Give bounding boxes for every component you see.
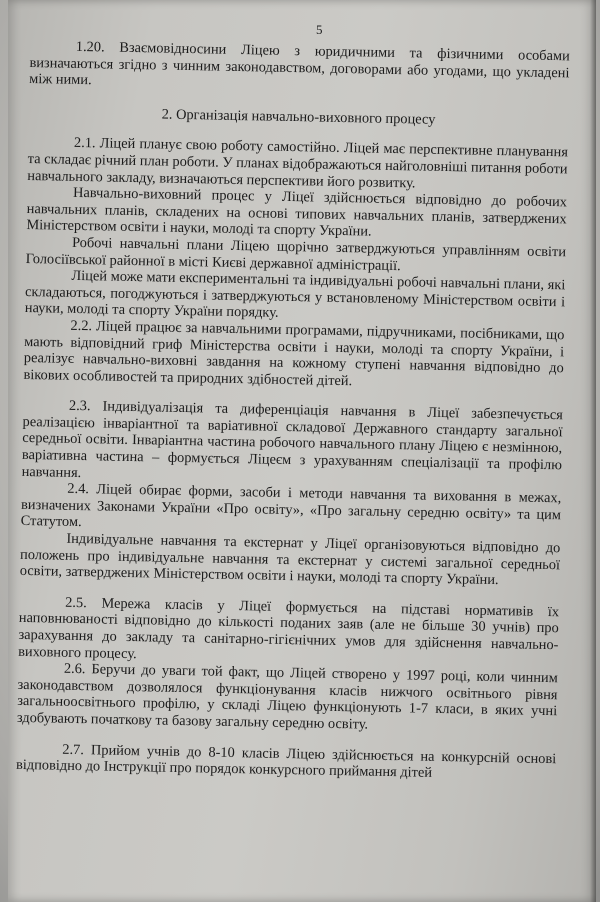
paragraph-2-3: 2.3. Індивідуалізація та диференціація навчання в Ліцеї забезпечується реалізацією інваріантної та варіативної складової Державного стандарту загальної середньої освіти. Інваріантна частина робочого навчального плану Ліцею є незмінною, варіативна частина – формується Ліцеєм з урахуванням спеціалізації та профілю навчання. [21,398,564,481]
paragraph-curriculum: Навчально-виховний процес у Ліцеї здійснюється відповідно до робочих навчальних планів, складених на основі типових навчальних планів, затверджених Міністерством освіти і науки, молоді та спорту України. [26,185,568,240]
paragraph-2-5: 2.5. Мережа класів у Ліцеї формується на підставі нормативів їх наповнюваності відповідно до кількості поданих заяв (але не більше 30 учнів) про зарахування до закладу та санітарно-гігієнічних умов для здійснення навчально-виховного процесу. [18,594,560,662]
paragraph-2-6: 2.6. Беручи до уваги той факт, що Ліцей створено у 1997 році, коли чинним законодавством дозволялося функціонування класів нижчого освітнього рівня загальноосвітнього профілю, у складі Ліцею функціонують 1-7 класи, в яких учні здобувають початкову та базову загальну середню освіту. [16,660,558,733]
document-page [8,0,596,902]
document-text [16,38,570,784]
paragraph-1-20: 1.20. Взаємовідносини Ліцею з юридичними та фізичними особами визначаються згідно з чинним законодавством, договорами або угодами, що укладені між ними. [29,38,570,89]
paragraph-2-2: 2.2. Ліцей працює за навчальними програмами, підручниками, посібниками, що мають відповідний гриф Міністерства освіти і науки, молоді та спорту України, і реалізує навчально-виховні завдання на кожному ступені навчання відповідно до вікових особливостей та природних здібностей дітей. [23,317,565,389]
paragraph-2-7: 2.7. Прийом учнів до 8-10 класів Ліцею здійснюється на конкурсній основі відповідно до Інструкції про порядок конкурсного приймання дітей [15,741,557,782]
paragraph-2-4: 2.4. Ліцей обирає форми, засоби і методи навчання та виховання в межах, визначених Законами України «Про освіту», «Про загальну середню освіту» та цим Статутом. [20,481,562,531]
paragraph-individual-learning: Індивідуальне навчання та екстернат у Ліцеї організовуються відповідно до положень про індивідуальне навчання та екстернат у системі загальної середньої освіти, затверджених Міністерством освіти і науки, молоді та спорту України. [19,530,561,589]
page-number: 5 [316,22,323,37]
section-heading: 2. Організація навчально-виховного процесу [161,106,436,128]
paragraph-experimental-plans: Ліцей може мати експериментальні та індивідуальні робочі навчальні плани, які складаються, погоджуються і затверджуються у встановленому Міністерством освіти і науки, молоді та спорту України порядку. [24,267,566,322]
paragraph-2-1: 2.1. Ліцей планує свою роботу самостійно. Ліцей має перспективне планування та складає річний план роботи. У планах відображаються найголовніші питання роботи навчального закладу, визначаються перспективи його розвитку. [27,135,569,191]
page-edge-shadow [590,0,596,902]
paragraph-working-plans: Робочі навчальні плани Ліцею щорічно затверджуються управлінням освіти Голосіївської районної в місті Києві державної адміністрації. [25,234,567,274]
